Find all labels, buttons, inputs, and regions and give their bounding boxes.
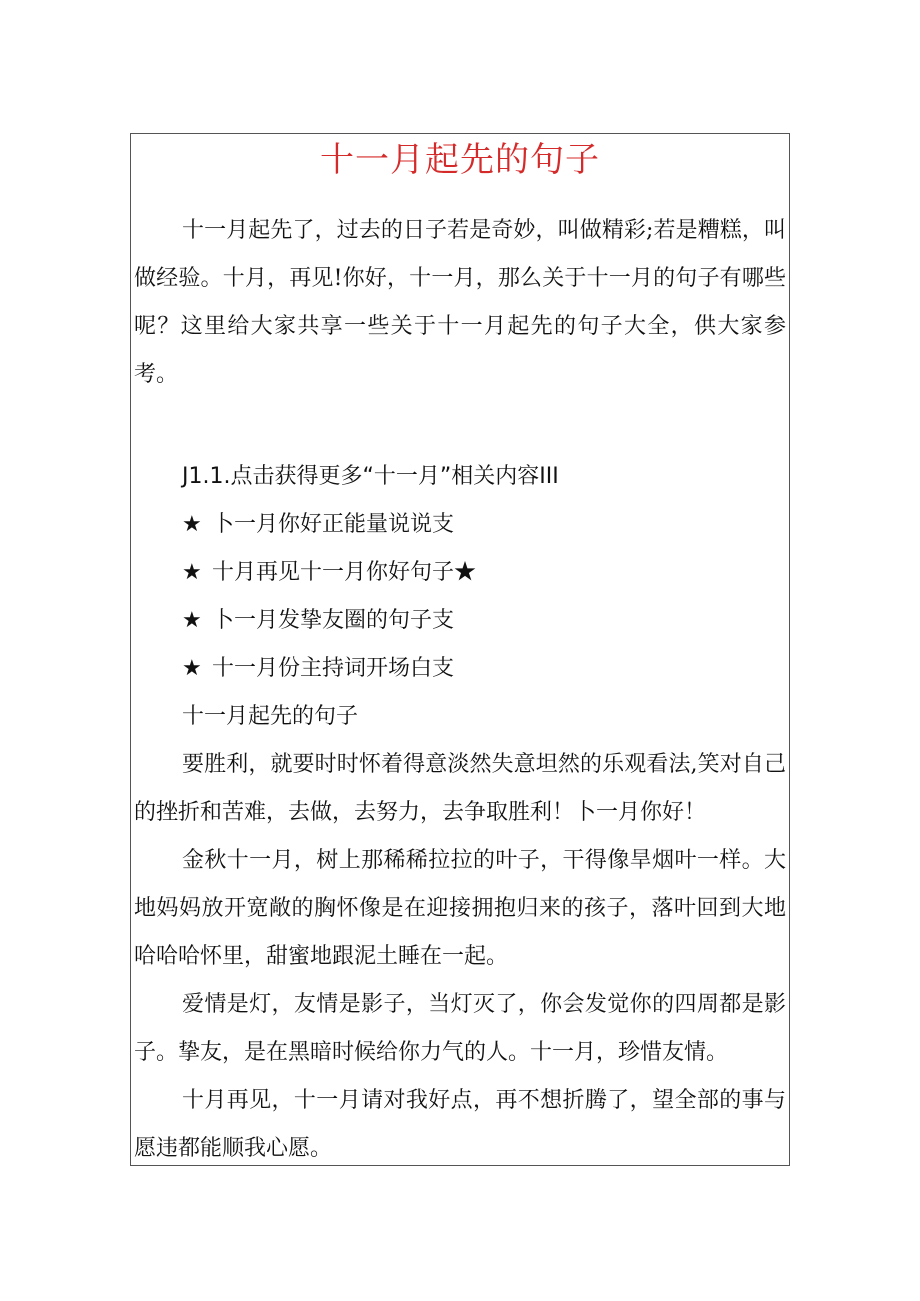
intro-paragraph: 十一月起先了，过去的日子若是奇妙，叫做精彩;若是糟糕，叫做经验。十月，再见!你好，十一月，那么关于十一月的句子有哪些呢？这里给大家共享一些关于十一月起先的句子大全，供大家参考。 [134, 218, 786, 387]
body-paragraph: 金秋十一月，树上那稀稀拉拉的叶子，干得像旱烟叶一样。大地妈妈放开宽敞的胸怀像是在迎接拥抱归来的孩子，落叶回到大地哈哈哈怀里，甜蜜地跟泥土睡在一起。 [134, 848, 786, 969]
related-item[interactable] [182, 654, 454, 684]
star-icon: ★ [182, 512, 202, 537]
related-item[interactable] [182, 510, 454, 540]
star-icon: ★ [182, 560, 202, 585]
body-paragraph: 爱情是灯，友情是影子，当灯灭了，你会发觉你的四周都是影子。挚友，是在黑暗时候给你力气的人。十一月，珍惜友情。 [134, 992, 786, 1065]
body-paragraph: 要胜利，就要时时怀着得意淡然失意坦然的乐观看法,笑对自己的挫折和苦难，去做，去努力，去争取胜利！卜一月你好！ [134, 752, 786, 825]
related-item-text: 十月再见十一月你好句子★ [212, 560, 477, 585]
related-item-text: 卜一月你好正能量说说支 [212, 512, 455, 537]
section-heading: 十一月起先的句子 [182, 704, 359, 729]
star-icon: ★ [182, 608, 202, 633]
related-item[interactable] [182, 558, 476, 588]
related-item-text: 十一月份主持词开场白支 [212, 656, 455, 681]
body-paragraph: 十月再见，十一月请对我好点，再不想折腾了，望全部的事与愿违都能顺我心愿。 [134, 1088, 786, 1161]
related-content-link[interactable]: J1.1.点击获得更多“十一月”相关内容III [182, 464, 559, 489]
star-icon: ★ [182, 656, 202, 681]
document-title: 十一月起先的句子 [320, 140, 600, 180]
related-item-text: 卜一月发挚友圈的句子支 [212, 608, 455, 633]
related-item[interactable] [182, 606, 454, 636]
